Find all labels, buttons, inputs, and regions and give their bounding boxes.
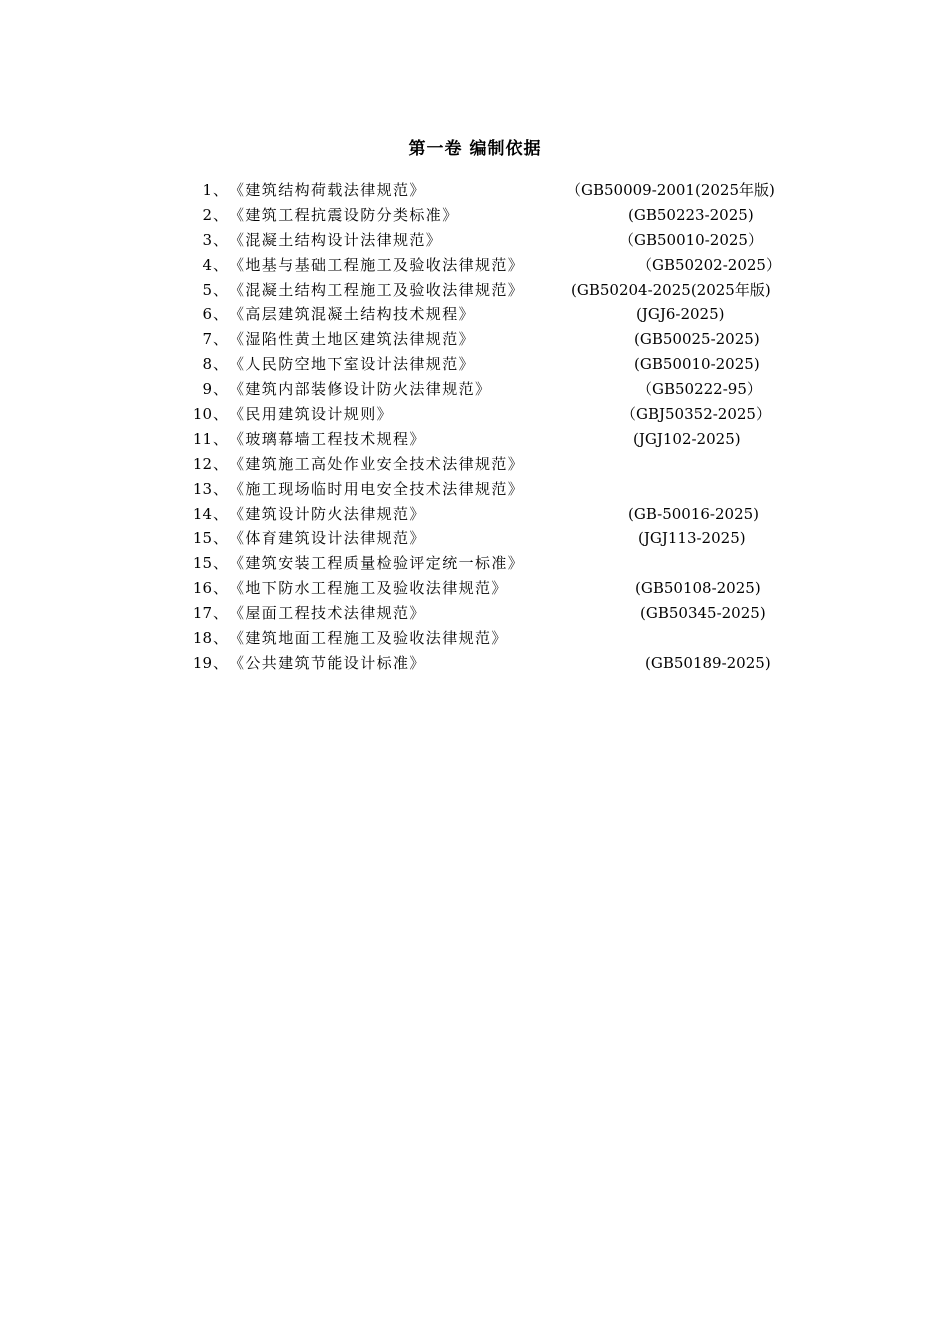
item-name: 《建筑施工高处作业安全技术法律规范》 — [229, 454, 525, 473]
item-number: 8 — [202, 355, 212, 374]
item-code: (GB50204-2025(2025年版) — [571, 280, 771, 299]
item-separator: 、 — [213, 205, 229, 224]
item-name: 《建筑工程抗震设防分类标准》 — [229, 205, 459, 224]
item-separator: 、 — [213, 380, 229, 399]
item-number: 14 — [192, 504, 212, 523]
item-number: 1 — [202, 181, 212, 199]
item-name: 《施工现场临时用电安全技术法律规范》 — [229, 479, 525, 498]
item-number: 12 — [192, 454, 212, 473]
item-separator: 、 — [213, 330, 229, 349]
list-item — [0, 302, 950, 327]
item-name: 《民用建筑设计规则》 — [229, 405, 394, 424]
list-item — [0, 352, 950, 377]
item-separator: 、 — [213, 454, 229, 473]
item-number: 19 — [192, 653, 212, 672]
item-name: 《人民防空地下室设计法律规范》 — [229, 355, 476, 374]
item-name: 《建筑内部装修设计防火法律规范》 — [229, 380, 492, 399]
item-number: 15 — [192, 529, 212, 548]
item-number: 13 — [192, 479, 212, 498]
list-item — [0, 576, 950, 601]
item-separator: 、 — [213, 554, 229, 573]
item-separator: 、 — [213, 653, 229, 672]
item-separator: 、 — [213, 604, 229, 623]
item-number: 10 — [192, 405, 212, 424]
list-item — [0, 178, 950, 203]
item-name: 《建筑安装工程质量检验评定统一标准》 — [229, 554, 525, 573]
item-separator: 、 — [213, 305, 229, 324]
list-item — [0, 551, 950, 576]
item-name: 《湿陷性黄土地区建筑法律规范》 — [229, 330, 476, 349]
item-name: 《建筑结构荷载法律规范》 — [229, 181, 426, 199]
item-code: （GBJ50352-2025） — [621, 405, 771, 424]
item-number: 7 — [202, 330, 212, 349]
item-separator: 、 — [213, 579, 229, 598]
item-code: (GB50189-2025) — [645, 653, 771, 672]
item-code: （GB50009-2001(2025年版) — [566, 181, 775, 199]
list-item — [0, 377, 950, 402]
item-name: 《建筑设计防火法律规范》 — [229, 504, 426, 523]
item-separator: 、 — [213, 429, 229, 448]
item-code: (GB50223-2025) — [628, 205, 754, 224]
item-separator: 、 — [213, 479, 229, 498]
item-separator: 、 — [213, 280, 229, 299]
item-separator: 、 — [213, 181, 229, 199]
item-number: 4 — [202, 255, 212, 274]
item-number: 18 — [192, 629, 212, 648]
item-separator: 、 — [213, 529, 229, 548]
item-name: 《混凝土结构设计法律规范》 — [229, 230, 443, 249]
list-item — [0, 502, 950, 527]
list-item — [0, 601, 950, 626]
item-number: 3 — [202, 230, 212, 249]
list-item — [0, 477, 950, 502]
item-code: (GB-50016-2025) — [628, 504, 760, 523]
list-item — [0, 327, 950, 352]
item-separator: 、 — [213, 629, 229, 648]
item-code: （GB50222-95） — [637, 380, 762, 399]
item-number: 15 — [192, 554, 212, 573]
item-name: 《混凝土结构工程施工及验收法律规范》 — [229, 280, 525, 299]
list-item — [0, 626, 950, 651]
item-code: (GB50010-2025) — [634, 355, 760, 374]
list-item — [0, 427, 950, 452]
item-code: (GB50025-2025) — [634, 330, 760, 349]
page-title: 第一卷 编制依据 — [408, 139, 542, 159]
item-code: （GB50010-2025） — [619, 230, 763, 249]
item-number: 9 — [202, 380, 212, 399]
item-number: 17 — [192, 604, 212, 623]
item-code: (GB50108-2025) — [635, 579, 761, 598]
item-name: 《公共建筑节能设计标准》 — [229, 653, 426, 672]
item-number: 16 — [192, 579, 212, 598]
item-name: 《玻璃幕墙工程技术规程》 — [229, 429, 426, 448]
list-item — [0, 228, 950, 253]
item-number: 11 — [192, 429, 212, 448]
item-name: 《地基与基础工程施工及验收法律规范》 — [229, 255, 525, 274]
item-name: 《高层建筑混凝土结构技术规程》 — [229, 305, 476, 324]
item-separator: 、 — [213, 504, 229, 523]
item-code: (JGJ102-2025) — [633, 429, 741, 448]
list-item — [0, 253, 950, 278]
list-item — [0, 526, 950, 551]
item-separator: 、 — [213, 405, 229, 424]
item-name: 《地下防水工程施工及验收法律规范》 — [229, 579, 508, 598]
list-item — [0, 203, 950, 228]
list-item — [0, 402, 950, 427]
item-separator: 、 — [213, 230, 229, 249]
item-number: 2 — [202, 205, 212, 224]
item-number: 5 — [202, 280, 212, 299]
list-item — [0, 452, 950, 477]
item-name: 《建筑地面工程施工及验收法律规范》 — [229, 629, 508, 648]
item-code: (JGJ6-2025) — [636, 305, 725, 324]
list-item — [0, 278, 950, 303]
item-name: 《屋面工程技术法律规范》 — [229, 604, 426, 623]
list-item — [0, 651, 950, 676]
item-separator: 、 — [213, 255, 229, 274]
item-code: （GB50202-2025） — [637, 255, 781, 274]
item-name: 《体育建筑设计法律规范》 — [229, 529, 426, 548]
item-code: (JGJ113-2025) — [638, 529, 746, 548]
item-separator: 、 — [213, 355, 229, 374]
item-code: (GB50345-2025) — [640, 604, 766, 623]
item-number: 6 — [202, 305, 212, 324]
standards-list — [0, 178, 950, 676]
